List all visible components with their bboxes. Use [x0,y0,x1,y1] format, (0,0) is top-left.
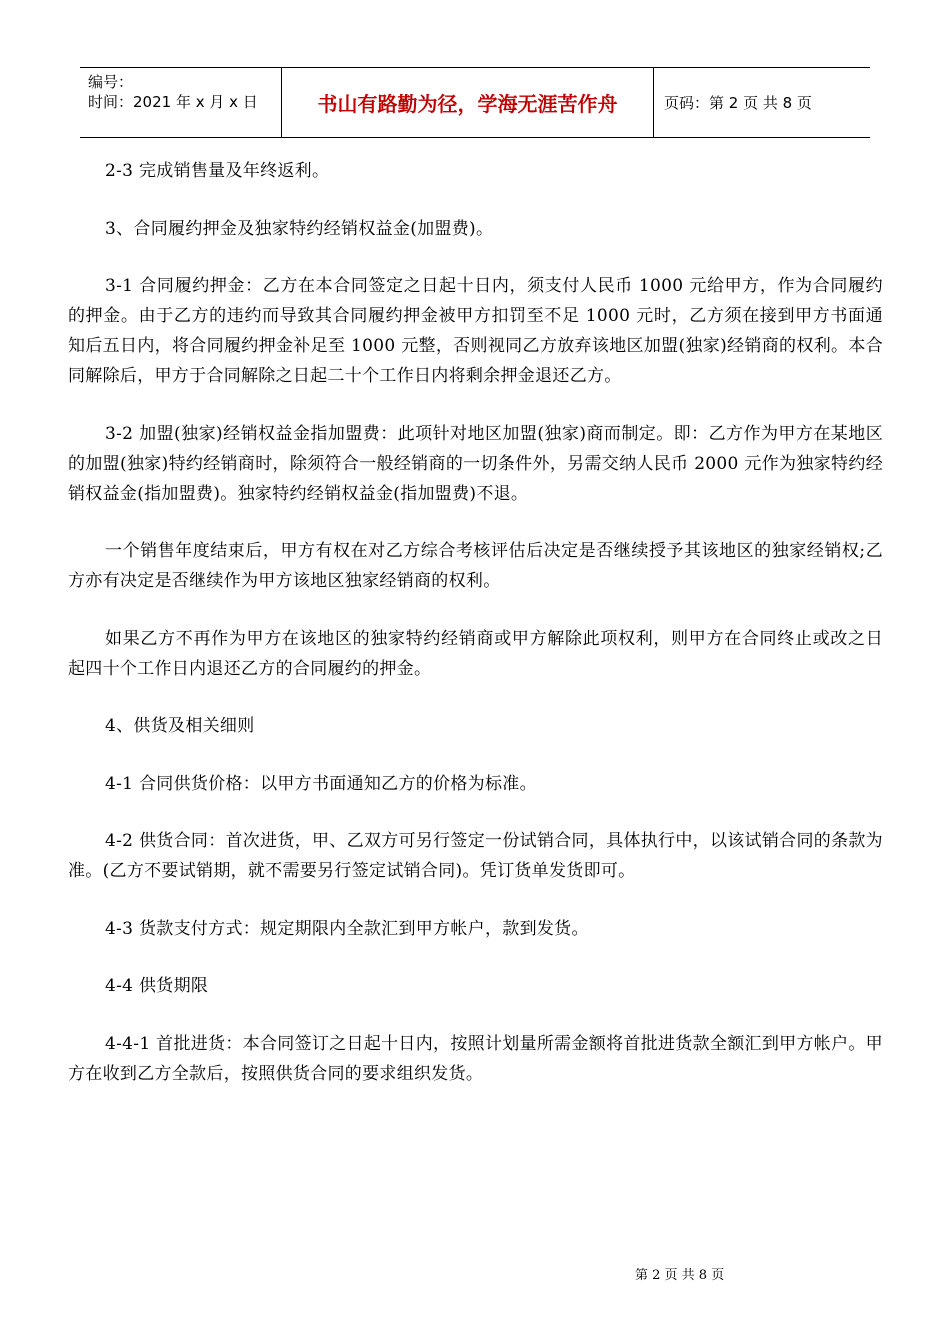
paragraph: 4-4 供货期限 [105,976,209,996]
paragraph: 4-4-1 首批进货：本合同签订之日起十日内，按照计划量所需金额将首批进货款全额汇到甲方帐户。甲方在收到乙方全款后，按照供货合同的要求组织发货。 [68,1033,883,1084]
paragraph: 3、合同履约押金及独家特约经销权益金(加盟费)。 [105,218,494,239]
paragraph: 4-2 供货合同：首次进货，甲、乙双方可另行签定一份试销合同，具体执行中，以该试销合同的条款为准。(乙方不要试销期，就不需要另行签定试销合同)。凭订货单发货即可。 [68,831,883,881]
document-number-label: 编号： [88,73,134,91]
header-motto: 书山有路勤为径，学海无涯苦作舟 [282,68,654,137]
paragraph: 4-1 合同供货价格：以甲方书面通知乙方的价格为标准。 [105,773,537,794]
header-meta-cell [80,68,282,137]
paragraph: 3-2 加盟(独家)经销权益金指加盟费：此项针对地区加盟(独家)商而制定。即：乙方作为甲方在某地区的加盟(独家)特约经销商时，除须符合一般经销商的一切条件外，另需交纳人民币 2000 元作为独家特约经销权益金(指加盟费)。独家特约经销权益金(指加盟费)不退。 [68,423,883,504]
paragraph: 4-3 货款支付方式：规定期限内全款汇到甲方帐户，款到发货。 [105,918,589,939]
paragraph: 一个销售年度结束后，甲方有权在对乙方综合考核评估后决定是否继续授予其该地区的独家经销权;乙方亦有决定是否继续作为甲方该地区独家经销商的权利。 [68,541,883,591]
paragraph: 2-3 完成销售量及年终返利。 [105,161,330,181]
document-date-label: 时间：2021 年 x 月 x 日 [88,93,258,111]
header-page-number: 页码：第 2 页 共 8 页 [664,94,812,112]
paragraph: 如果乙方不再作为甲方在该地区的独家特约经销商或甲方解除此项权利，则甲方在合同终止或改之日起四十个工作日内退还乙方的合同履约的押金。 [68,628,883,679]
footer-page-number: 第 2 页 共 8 页 [635,1268,725,1283]
paragraph: 4、供货及相关细则 [105,716,255,736]
document-body [68,156,883,1116]
paragraph: 3-1 合同履约押金：乙方在本合同签定之日起十日内，须支付人民币 1000 元给甲方，作为合同履约的押金。由于乙方的违约而导致其合同履约押金被甲方扣罚至不足 1000 元时，乙方须在接到甲方书面通知后五日内，将合同履约押金补足至 1000 元整，否则视同乙方放弃该地区加盟(独家)经销商的权利。本合同解除后，甲方于合同解除之日起二十个工作日内将剩余押金退还乙方。 [68,276,883,386]
document-header [80,67,870,138]
